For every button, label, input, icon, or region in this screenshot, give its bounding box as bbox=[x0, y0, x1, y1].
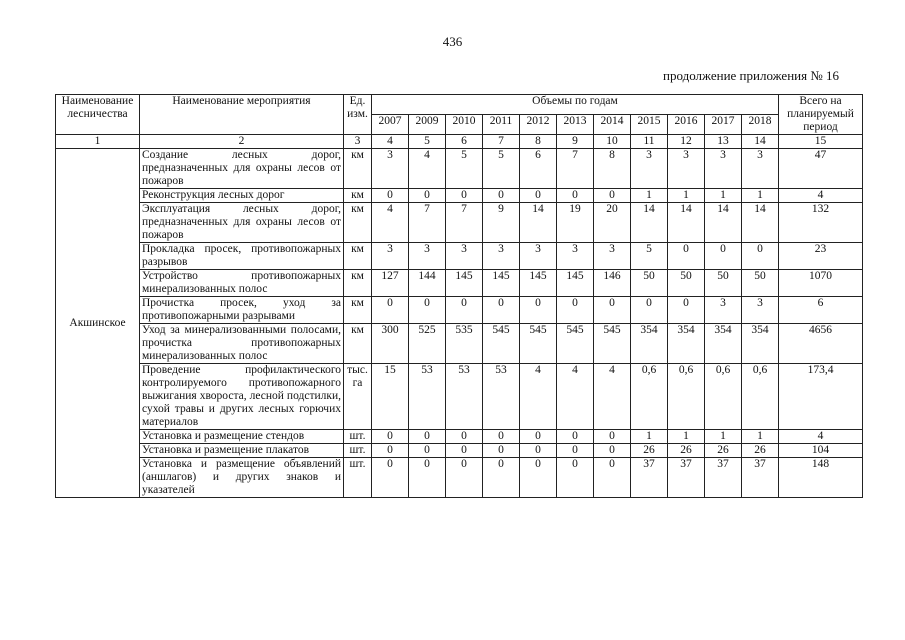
year-header: 2018 bbox=[742, 115, 779, 135]
value-cell: 3 bbox=[483, 243, 520, 270]
forestry-name: Акшинское bbox=[56, 149, 140, 498]
value-cell: 3 bbox=[520, 243, 557, 270]
value-cell: 0 bbox=[742, 243, 779, 270]
activity-name: Устройство противопожарных минерализованных полос bbox=[140, 270, 344, 297]
table-row bbox=[56, 189, 863, 203]
value-cell: 7 bbox=[446, 203, 483, 243]
value-cell: 14 bbox=[520, 203, 557, 243]
value-cell: 37 bbox=[742, 458, 779, 498]
unit-cell: км bbox=[344, 324, 372, 364]
header-years-group: Объемы по годам bbox=[372, 95, 779, 115]
value-cell: 3 bbox=[557, 243, 594, 270]
unit-cell: км bbox=[344, 149, 372, 189]
activity-name: Установка и размещение стендов bbox=[140, 430, 344, 444]
header-forestry: Наименование лесничества bbox=[56, 95, 140, 135]
column-number: 3 bbox=[344, 135, 372, 149]
column-number: 13 bbox=[705, 135, 742, 149]
value-cell: 3 bbox=[705, 149, 742, 189]
year-header: 2011 bbox=[483, 115, 520, 135]
table-row bbox=[56, 324, 863, 364]
value-cell: 26 bbox=[631, 444, 668, 458]
unit-cell: тыс. га bbox=[344, 364, 372, 430]
value-cell: 1 bbox=[742, 430, 779, 444]
value-cell: 0 bbox=[594, 444, 631, 458]
column-number: 5 bbox=[409, 135, 446, 149]
value-cell: 146 bbox=[594, 270, 631, 297]
value-cell: 354 bbox=[705, 324, 742, 364]
value-cell: 0 bbox=[520, 444, 557, 458]
value-cell: 14 bbox=[631, 203, 668, 243]
table-row bbox=[56, 444, 863, 458]
column-number: 8 bbox=[520, 135, 557, 149]
value-cell: 0 bbox=[409, 458, 446, 498]
value-cell: 0 bbox=[557, 297, 594, 324]
value-cell: 0 bbox=[409, 189, 446, 203]
value-cell: 19 bbox=[557, 203, 594, 243]
value-cell: 3 bbox=[631, 149, 668, 189]
value-cell: 0 bbox=[372, 189, 409, 203]
value-cell: 7 bbox=[557, 149, 594, 189]
value-cell: 0 bbox=[446, 189, 483, 203]
value-cell: 0 bbox=[446, 297, 483, 324]
unit-cell: шт. bbox=[344, 458, 372, 498]
appendix-label: продолжение приложения № 16 bbox=[663, 68, 839, 83]
value-cell: 1 bbox=[668, 189, 705, 203]
value-cell: 545 bbox=[520, 324, 557, 364]
year-header: 2015 bbox=[631, 115, 668, 135]
value-cell: 8 bbox=[594, 149, 631, 189]
value-cell: 53 bbox=[483, 364, 520, 430]
value-cell: 0 bbox=[372, 297, 409, 324]
value-cell: 0 bbox=[372, 430, 409, 444]
activity-name: Прочистка просек, уход за противопожарными разрывами bbox=[140, 297, 344, 324]
value-cell: 37 bbox=[705, 458, 742, 498]
activity-name: Эксплуатация лесных дорог, предназначенных для охраны лесов от пожаров bbox=[140, 203, 344, 243]
value-cell: 145 bbox=[446, 270, 483, 297]
value-cell: 4 bbox=[557, 364, 594, 430]
value-cell: 0 bbox=[520, 458, 557, 498]
value-cell: 0 bbox=[668, 243, 705, 270]
value-cell: 4 bbox=[520, 364, 557, 430]
value-cell: 0 bbox=[557, 430, 594, 444]
value-cell: 26 bbox=[668, 444, 705, 458]
year-header: 2017 bbox=[705, 115, 742, 135]
total-cell: 4 bbox=[779, 430, 863, 444]
year-header: 2016 bbox=[668, 115, 705, 135]
value-cell: 50 bbox=[668, 270, 705, 297]
value-cell: 354 bbox=[668, 324, 705, 364]
value-cell: 0 bbox=[446, 444, 483, 458]
year-header: 2013 bbox=[557, 115, 594, 135]
activity-name: Прокладка просек, противопожарных разрывов bbox=[140, 243, 344, 270]
value-cell: 0 bbox=[372, 444, 409, 458]
unit-cell: шт. bbox=[344, 430, 372, 444]
value-cell: 0,6 bbox=[668, 364, 705, 430]
value-cell: 3 bbox=[705, 297, 742, 324]
value-cell: 1 bbox=[742, 189, 779, 203]
value-cell: 0 bbox=[409, 430, 446, 444]
total-cell: 173,4 bbox=[779, 364, 863, 430]
value-cell: 0 bbox=[594, 458, 631, 498]
value-cell: 5 bbox=[446, 149, 483, 189]
column-number: 9 bbox=[557, 135, 594, 149]
value-cell: 0 bbox=[520, 189, 557, 203]
value-cell: 14 bbox=[742, 203, 779, 243]
value-cell: 3 bbox=[372, 149, 409, 189]
year-header: 2012 bbox=[520, 115, 557, 135]
value-cell: 127 bbox=[372, 270, 409, 297]
value-cell: 0 bbox=[594, 297, 631, 324]
value-cell: 50 bbox=[742, 270, 779, 297]
value-cell: 14 bbox=[668, 203, 705, 243]
value-cell: 3 bbox=[372, 243, 409, 270]
activity-name: Реконструкция лесных дорог bbox=[140, 189, 344, 203]
table-row bbox=[56, 270, 863, 297]
value-cell: 0,6 bbox=[742, 364, 779, 430]
column-number: 2 bbox=[140, 135, 344, 149]
value-cell: 0 bbox=[372, 458, 409, 498]
value-cell: 0 bbox=[557, 189, 594, 203]
total-cell: 4656 bbox=[779, 324, 863, 364]
value-cell: 535 bbox=[446, 324, 483, 364]
unit-cell: км bbox=[344, 203, 372, 243]
table-row bbox=[56, 243, 863, 270]
value-cell: 3 bbox=[594, 243, 631, 270]
value-cell: 50 bbox=[631, 270, 668, 297]
column-number: 6 bbox=[446, 135, 483, 149]
value-cell: 3 bbox=[742, 149, 779, 189]
header-unit: Ед. изм. bbox=[344, 95, 372, 135]
value-cell: 0 bbox=[668, 297, 705, 324]
header-total: Всего на планируемый период bbox=[779, 95, 863, 135]
value-cell: 0 bbox=[557, 444, 594, 458]
value-cell: 3 bbox=[742, 297, 779, 324]
value-cell: 4 bbox=[372, 203, 409, 243]
value-cell: 0 bbox=[483, 189, 520, 203]
column-number: 14 bbox=[742, 135, 779, 149]
activity-name: Проведение профилактического контролируемого противопожарного выжигания хвороста, лесной подстилки, сухой травы и других лесных горючих материалов bbox=[140, 364, 344, 430]
activity-name: Установка и размещение объявлений (аншлагов) и других знаков и указателей bbox=[140, 458, 344, 498]
table-row bbox=[56, 149, 863, 189]
value-cell: 0 bbox=[594, 189, 631, 203]
value-cell: 50 bbox=[705, 270, 742, 297]
value-cell: 0 bbox=[483, 297, 520, 324]
value-cell: 1 bbox=[705, 189, 742, 203]
column-number: 1 bbox=[56, 135, 140, 149]
value-cell: 14 bbox=[705, 203, 742, 243]
total-cell: 6 bbox=[779, 297, 863, 324]
value-cell: 545 bbox=[594, 324, 631, 364]
column-number: 15 bbox=[779, 135, 863, 149]
value-cell: 0 bbox=[631, 297, 668, 324]
value-cell: 0 bbox=[483, 430, 520, 444]
total-cell: 132 bbox=[779, 203, 863, 243]
value-cell: 5 bbox=[631, 243, 668, 270]
column-numbers-row bbox=[56, 135, 863, 149]
value-cell: 3 bbox=[409, 243, 446, 270]
value-cell: 0 bbox=[483, 458, 520, 498]
header-activity: Наименование мероприятия bbox=[140, 95, 344, 135]
value-cell: 0 bbox=[705, 243, 742, 270]
value-cell: 525 bbox=[409, 324, 446, 364]
activity-name: Уход за минерализованными полосами, прочистка противопожарных минерализованных полос bbox=[140, 324, 344, 364]
value-cell: 4 bbox=[594, 364, 631, 430]
unit-cell: км bbox=[344, 189, 372, 203]
column-number: 7 bbox=[483, 135, 520, 149]
year-header: 2009 bbox=[409, 115, 446, 135]
activities-table bbox=[55, 94, 863, 498]
value-cell: 0 bbox=[557, 458, 594, 498]
total-cell: 47 bbox=[779, 149, 863, 189]
value-cell: 300 bbox=[372, 324, 409, 364]
value-cell: 0 bbox=[446, 430, 483, 444]
value-cell: 26 bbox=[742, 444, 779, 458]
value-cell: 15 bbox=[372, 364, 409, 430]
value-cell: 0 bbox=[409, 444, 446, 458]
value-cell: 37 bbox=[668, 458, 705, 498]
value-cell: 354 bbox=[631, 324, 668, 364]
value-cell: 53 bbox=[409, 364, 446, 430]
column-number: 4 bbox=[372, 135, 409, 149]
unit-cell: км bbox=[344, 270, 372, 297]
table-row bbox=[56, 364, 863, 430]
total-cell: 148 bbox=[779, 458, 863, 498]
value-cell: 0,6 bbox=[705, 364, 742, 430]
table-body bbox=[56, 149, 863, 498]
value-cell: 3 bbox=[668, 149, 705, 189]
value-cell: 26 bbox=[705, 444, 742, 458]
table-row bbox=[56, 458, 863, 498]
total-cell: 4 bbox=[779, 189, 863, 203]
value-cell: 0 bbox=[594, 430, 631, 444]
total-cell: 104 bbox=[779, 444, 863, 458]
activity-name: Создание лесных дорог, предназначенных для охраны лесов от пожаров bbox=[140, 149, 344, 189]
value-cell: 0 bbox=[446, 458, 483, 498]
value-cell: 144 bbox=[409, 270, 446, 297]
unit-cell: км bbox=[344, 297, 372, 324]
table-row bbox=[56, 297, 863, 324]
value-cell: 0 bbox=[483, 444, 520, 458]
column-number: 12 bbox=[668, 135, 705, 149]
year-header: 2010 bbox=[446, 115, 483, 135]
unit-cell: шт. bbox=[344, 444, 372, 458]
value-cell: 1 bbox=[705, 430, 742, 444]
value-cell: 1 bbox=[668, 430, 705, 444]
value-cell: 1 bbox=[631, 189, 668, 203]
page-number: 436 bbox=[442, 34, 463, 49]
activity-name: Установка и размещение плакатов bbox=[140, 444, 344, 458]
value-cell: 354 bbox=[742, 324, 779, 364]
total-cell: 1070 bbox=[779, 270, 863, 297]
table-header bbox=[56, 95, 863, 149]
value-cell: 0 bbox=[409, 297, 446, 324]
year-header: 2014 bbox=[594, 115, 631, 135]
value-cell: 1 bbox=[631, 430, 668, 444]
column-number: 11 bbox=[631, 135, 668, 149]
unit-cell: км bbox=[344, 243, 372, 270]
value-cell: 7 bbox=[409, 203, 446, 243]
value-cell: 545 bbox=[557, 324, 594, 364]
year-header: 2007 bbox=[372, 115, 409, 135]
value-cell: 0,6 bbox=[631, 364, 668, 430]
value-cell: 20 bbox=[594, 203, 631, 243]
value-cell: 545 bbox=[483, 324, 520, 364]
value-cell: 0 bbox=[520, 430, 557, 444]
value-cell: 145 bbox=[557, 270, 594, 297]
total-cell: 23 bbox=[779, 243, 863, 270]
table-row bbox=[56, 430, 863, 444]
value-cell: 6 bbox=[520, 149, 557, 189]
value-cell: 37 bbox=[631, 458, 668, 498]
value-cell: 145 bbox=[520, 270, 557, 297]
value-cell: 53 bbox=[446, 364, 483, 430]
table-row bbox=[56, 203, 863, 243]
value-cell: 9 bbox=[483, 203, 520, 243]
value-cell: 3 bbox=[446, 243, 483, 270]
value-cell: 4 bbox=[409, 149, 446, 189]
value-cell: 5 bbox=[483, 149, 520, 189]
value-cell: 0 bbox=[520, 297, 557, 324]
column-number: 10 bbox=[594, 135, 631, 149]
value-cell: 145 bbox=[483, 270, 520, 297]
